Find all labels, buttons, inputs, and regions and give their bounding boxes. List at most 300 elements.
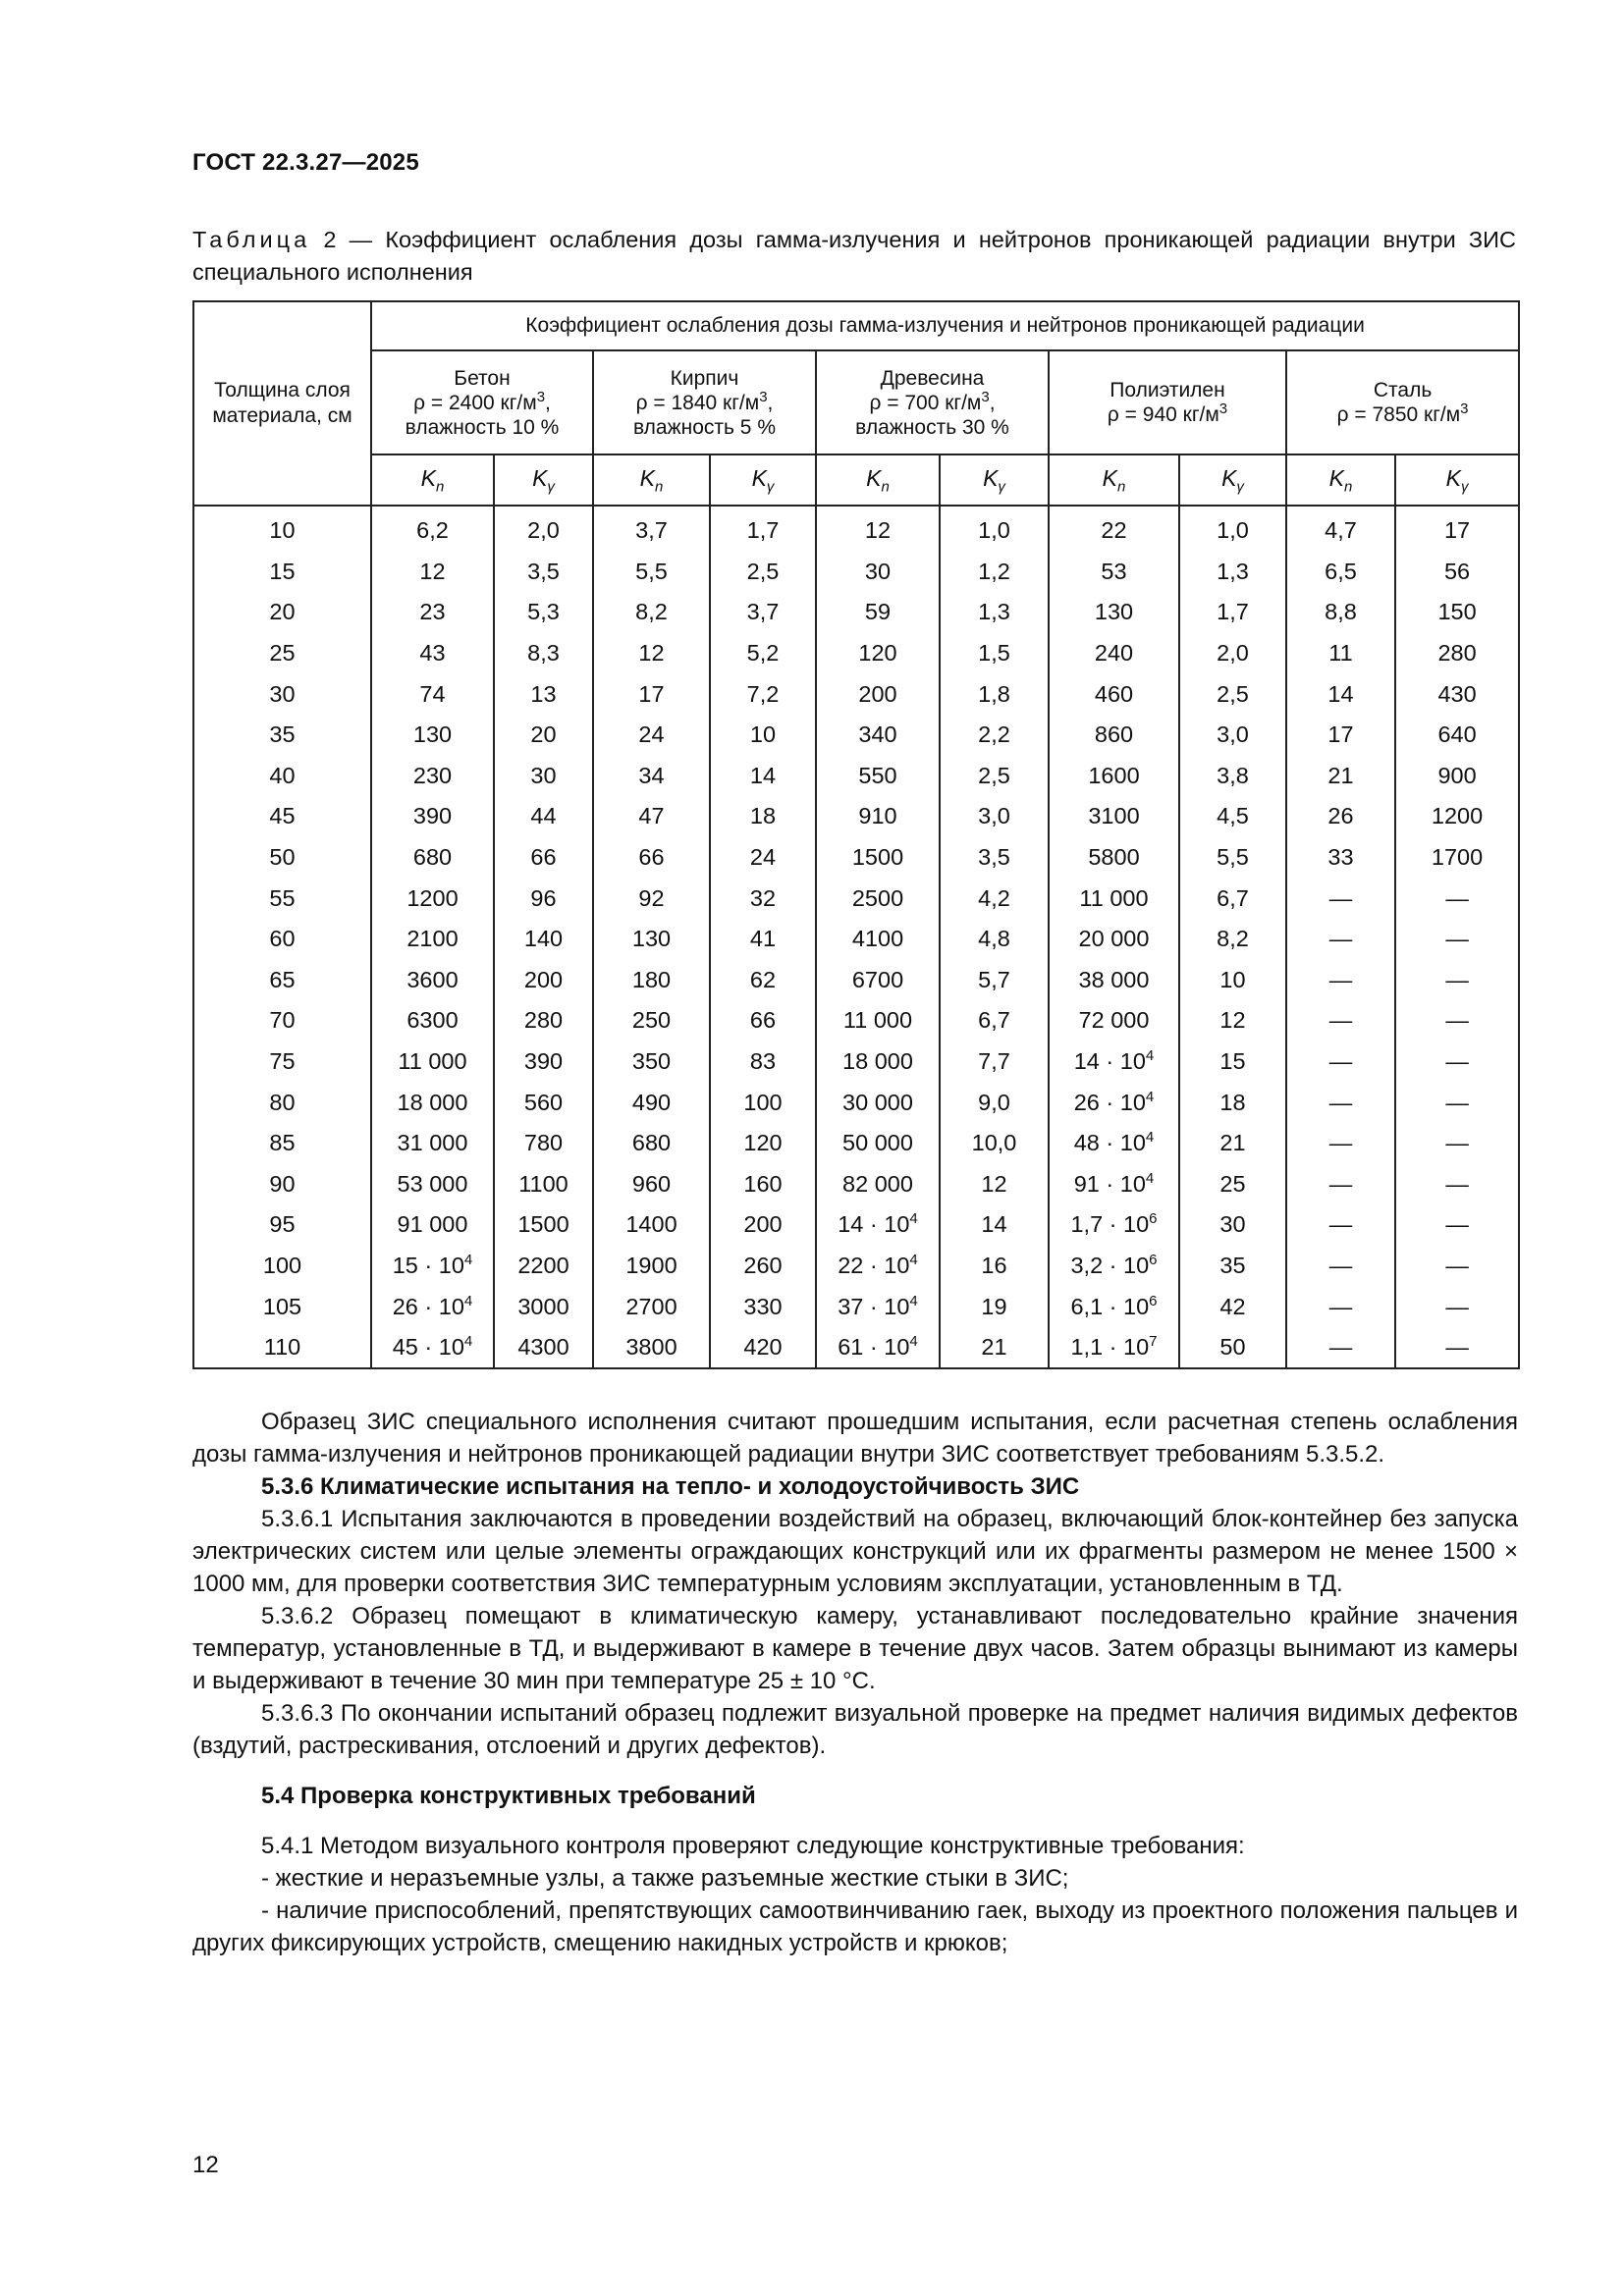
thickness-cell: 20 [193,592,371,633]
table-cell: 3000 [494,1286,593,1327]
table-cell: 230 [371,756,494,797]
table-cell: 1,3 [1179,552,1286,593]
table-row [193,1000,1519,1041]
thickness-cell: 90 [193,1164,371,1205]
table-cell: — [1395,960,1519,1001]
material-density-value: ρ = 2400 кг/м [413,391,537,414]
table-cell: 910 [816,796,940,837]
table-cell: 180 [593,960,710,1001]
material-humidity: влажность 10 % [405,415,560,439]
table-cell: 560 [494,1082,593,1123]
group-header: Коэффициент ослабления дозы гамма-излучения и нейтронов проникающей радиации [371,301,1519,350]
table-cell: 390 [371,796,494,837]
table-cell: 30 [816,552,940,593]
table-cell: $3,2 \cdot 10^6$ [1049,1246,1179,1287]
table-cell: 1400 [593,1204,710,1246]
table-cell: 11 000 [1049,878,1179,919]
table-cell: — [1395,919,1519,960]
table-cell: — [1395,1082,1519,1123]
table-cell: 21 [1286,756,1395,797]
table-cell: 200 [494,960,593,1001]
coefficient-symbol: K [866,464,882,491]
table-cell: 120 [816,633,940,674]
table-cell: $22 \cdot 10^4$ [816,1246,940,1287]
table-cell: 3100 [1049,796,1179,837]
table-row [193,1246,1519,1287]
table-cell: 21 [1179,1123,1286,1164]
table-cell: 18 000 [816,1041,940,1083]
table-cell: 680 [371,837,494,879]
list-item: - жесткие и неразъемные узлы, а также разъемные жесткие стыки в ЗИС; [261,1865,1069,1892]
thickness-cell: 35 [193,715,371,756]
table-cell: 1,5 [940,633,1049,674]
kn-header [371,454,494,506]
table-cell: 14 [710,756,816,797]
table-cell: 490 [593,1082,710,1123]
material-density-value: ρ = 7850 кг/м [1336,403,1461,426]
table-cell: 6,5 [1286,552,1395,593]
table-caption-label: Таблица [192,227,311,252]
kgamma-header [1179,454,1286,506]
table-caption [192,224,1516,289]
table-cell: 41 [710,919,816,960]
table-cell: 7,7 [940,1041,1049,1083]
table-row [193,506,1519,552]
table-cell: 780 [494,1123,593,1164]
table-cell: 30 [1179,1204,1286,1246]
table-cell: 1,2 [940,552,1049,593]
table-cell: 10,0 [940,1123,1049,1164]
table-cell: 4300 [494,1327,593,1369]
table-cell: 12 [371,552,494,593]
table-cell: 1200 [371,878,494,919]
table-cell: 17 [1286,715,1395,756]
thickness-cell: 65 [193,960,371,1001]
material-name: Бетон [454,366,511,390]
table-row [193,1123,1519,1164]
table-cell: — [1286,1164,1395,1205]
body-text [192,1406,1518,1959]
table-cell: 3800 [593,1327,710,1369]
table-cell: 2,5 [940,756,1049,797]
table-cell: 23 [371,592,494,633]
paragraph-5-3-6-1: 5.3.6.1 Испытания заключаются в проведении воздействий на образец, включающий блок-контейнер без запуска электрических систем или целые элементы ограждающих конструкций или их фрагменты размером не менее 1500 × 1000 мм, для проверки соответствия ЗИС температурным условиям эксплуатации, установленным в ТД. [192,1506,1518,1597]
coefficient-symbol: K [639,464,655,491]
table-cell: 860 [1049,715,1179,756]
table-cell: 12 [593,633,710,674]
table-cell: 900 [1395,756,1519,797]
table-cell: 9,0 [940,1082,1049,1123]
table-cell: 31 000 [371,1123,494,1164]
unit-superscript: 3 [536,388,546,405]
thickness-cell: 60 [193,919,371,960]
table-cell: $26 \cdot 10^4$ [371,1286,494,1327]
thickness-cell: 85 [193,1123,371,1164]
thickness-cell: 30 [193,673,371,715]
table-cell: 6700 [816,960,940,1001]
paragraph-5-3-6-3: 5.3.6.3 По окончании испытаний образец подлежит визуальной проверке на предмет наличия видимых дефектов (вздутий, растрескивания, отслоений и других дефектов). [192,1700,1518,1759]
table-cell: 390 [494,1041,593,1083]
material-name: Древесина [880,366,985,390]
coefficient-symbol: K [751,464,767,491]
kn-header [1286,454,1395,506]
table-cell: 20 000 [1049,919,1179,960]
table-cell: 18 000 [371,1082,494,1123]
table-cell: 66 [494,837,593,879]
material-name: Сталь [1373,379,1433,401]
table-cell: 8,3 [494,633,593,674]
table-row [193,673,1519,715]
table-cell: 24 [593,715,710,756]
table-cell: 8,8 [1286,592,1395,633]
table-cell: 5,2 [710,633,816,674]
table-cell: — [1286,1327,1395,1369]
material-density [1050,402,1285,427]
table-cell: 6,7 [940,1000,1049,1041]
thickness-cell: 25 [193,633,371,674]
table-cell: 250 [593,1000,710,1041]
table-cell: 2100 [371,919,494,960]
table-cell: 4,2 [940,878,1049,919]
table-cell: 17 [593,673,710,715]
paragraph-after-table: Образец ЗИС специального исполнения считают прошедшим испытания, если расчетная степень ослабления дозы гамма-излучения и нейтронов проникающей радиации внутри ЗИС соответствует требованиям 5.3.5.2. [192,1409,1518,1468]
table-cell: 74 [371,673,494,715]
thickness-cell: 40 [193,756,371,797]
thickness-cell: 80 [193,1082,371,1123]
coefficient-index: n [881,478,890,496]
table-cell: — [1286,878,1395,919]
thickness-cell: 15 [193,552,371,593]
thickness-cell: 10 [193,506,371,552]
table-cell: 1200 [1395,796,1519,837]
table-cell: 3,5 [494,552,593,593]
table-cell: 19 [940,1286,1049,1327]
thickness-cell: 55 [193,878,371,919]
table-cell: 100 [710,1082,816,1123]
table-cell: 280 [494,1000,593,1041]
table-cell: 1,8 [940,673,1049,715]
table-cell: 50 [1179,1327,1286,1369]
table-cell: — [1395,1286,1519,1327]
kn-header [1049,454,1179,506]
table-cell: 5,7 [940,960,1049,1001]
table-cell: 200 [816,673,940,715]
table-cell: 12 [1179,1000,1286,1041]
coefficient-index: n [1344,478,1353,496]
table-cell: 14 [940,1204,1049,1246]
table-cell: 34 [593,756,710,797]
table-cell: 18 [710,796,816,837]
material-header [1286,350,1519,454]
table-cell: 4100 [816,919,940,960]
table-cell: 18 [1179,1082,1286,1123]
table-cell: 6300 [371,1000,494,1041]
table-cell: 38 000 [1049,960,1179,1001]
material-density: ρ = 2400 $кг/м^3$, [413,388,551,414]
table-cell: 66 [710,1000,816,1041]
table-row [193,1204,1519,1246]
table-row [193,1041,1519,1083]
table-cell: 3,7 [593,506,710,552]
page-number: 12 [192,2152,219,2178]
coefficient-symbol: K [1328,464,1344,491]
table-cell: 6,2 [371,506,494,552]
table-cell: 150 [1395,592,1519,633]
table-cell: 42 [1179,1286,1286,1327]
table-cell: 53 000 [371,1164,494,1205]
material-header [371,350,593,454]
table-cell: 91 000 [371,1204,494,1246]
table-caption-text: 2 — Коэффициент ослабления дозы гамма-излучения и нейтронов проникающей радиации внутри ЗИС специального исполнения [192,227,1516,285]
table-cell: 35 [1179,1246,1286,1287]
table-row [193,592,1519,633]
table-cell: 5,5 [593,552,710,593]
table-cell: 30 [494,756,593,797]
table-cell: 5,5 [1179,837,1286,879]
table-cell: $48 \cdot 10^4$ [1049,1123,1179,1164]
table-cell: 420 [710,1327,816,1369]
table-cell: 130 [371,715,494,756]
table-cell: 340 [816,715,940,756]
table-cell: 280 [1395,633,1519,674]
table-cell: 2700 [593,1286,710,1327]
table-cell: — [1286,1000,1395,1041]
table-cell: — [1286,1246,1395,1287]
unit-superscript: 3 [1460,400,1469,417]
material-header [593,350,816,454]
table-cell: 3600 [371,960,494,1001]
table-cell: 2,0 [1179,633,1286,674]
table-cell: 550 [816,756,940,797]
table-cell: 53 [1049,552,1179,593]
table-cell: $14 \cdot 10^4$ [1049,1041,1179,1083]
coefficient-index: γ [1460,478,1469,496]
kgamma-header [710,454,816,506]
table-cell: 6,7 [1179,878,1286,919]
material-density-value: ρ = 700 кг/м [869,391,982,414]
table-cell: 15 [1179,1041,1286,1083]
coefficient-symbol: K [1445,464,1461,491]
table-cell: 2500 [816,878,940,919]
material-name: Кирпич [670,366,739,390]
table-cell: $91 \cdot 10^4$ [1049,1164,1179,1205]
table-cell: 56 [1395,552,1519,593]
table-row [193,960,1519,1001]
material-humidity: влажность 5 % [632,415,776,439]
table-cell: — [1395,1246,1519,1287]
table-cell: 11 000 [816,1000,940,1041]
thickness-cell: 50 [193,837,371,879]
table-cell: 16 [940,1246,1049,1287]
thickness-header: Толщина слоя материала, см [193,301,371,506]
table-cell: 82 000 [816,1164,940,1205]
table-row [193,919,1519,960]
table-cell: 680 [593,1123,710,1164]
coefficient-index: n [1117,478,1126,496]
coefficient-symbol: K [420,464,436,491]
table-row [193,837,1519,879]
table-cell: — [1286,1286,1395,1327]
table-cell: 26 [1286,796,1395,837]
table-cell: 59 [816,592,940,633]
table-cell: 25 [1179,1164,1286,1205]
table-cell: 1,7 [1179,592,1286,633]
table-cell: $61 \cdot 10^4$ [816,1327,940,1369]
table-cell: — [1286,1204,1395,1246]
table-cell: 3,0 [940,796,1049,837]
table-cell: 960 [593,1164,710,1205]
table-cell: 640 [1395,715,1519,756]
material-name: Полиэтилен [1110,379,1225,401]
table-cell: $6,1 \cdot 10^6$ [1049,1286,1179,1327]
table-cell: 72 000 [1049,1000,1179,1041]
table-cell: 47 [593,796,710,837]
table-cell: — [1286,1041,1395,1083]
thickness-cell: 45 [193,796,371,837]
unit-superscript: 3 [1218,400,1228,417]
table-row [193,1082,1519,1123]
table-cell: 7,2 [710,673,816,715]
table-cell: — [1395,1000,1519,1041]
unit-superscript: 3 [759,388,768,405]
table-cell: 1600 [1049,756,1179,797]
table-cell: 13 [494,673,593,715]
table-cell: — [1395,1123,1519,1164]
kn-header [816,454,940,506]
table-cell: 4,8 [940,919,1049,960]
table-cell: — [1395,878,1519,919]
coefficient-symbol: K [983,464,999,491]
table-cell: 3,8 [1179,756,1286,797]
table-cell: 44 [494,796,593,837]
table-cell: 1100 [494,1164,593,1205]
table-cell: 120 [710,1123,816,1164]
table-cell: $1,1 \cdot 10^7$ [1049,1327,1179,1369]
attenuation-table [192,300,1520,1369]
table-cell: 4,7 [1286,506,1395,552]
table-cell: $14 \cdot 10^4$ [816,1204,940,1246]
table-cell: 12 [816,506,940,552]
table-cell: 17 [1395,506,1519,552]
table-cell: 83 [710,1041,816,1083]
material-density-value: ρ = 1840 кг/м [635,391,760,414]
coefficient-index: γ [1236,478,1244,496]
kgamma-header [494,454,593,506]
table-row [193,1164,1519,1205]
material-density: ρ = 700 $кг/м^3$, [869,388,996,414]
document-code: ГОСТ 22.3.27—2025 [192,149,419,176]
table-cell: 160 [710,1164,816,1205]
coefficient-index: γ [998,478,1005,496]
table-cell: 1500 [494,1204,593,1246]
table-cell: 2,2 [940,715,1049,756]
material-humidity: влажность 30 % [855,415,1009,439]
table-cell: 10 [1179,960,1286,1001]
table-cell: 260 [710,1246,816,1287]
table-cell: $15 \cdot 10^4$ [371,1246,494,1287]
coefficient-symbol: K [1221,464,1237,491]
table-cell: 10 [710,715,816,756]
thickness-cell: 105 [193,1286,371,1327]
coefficient-index: n [436,478,445,496]
table-cell: $45 \cdot 10^4$ [371,1327,494,1369]
table-cell: 3,7 [710,592,816,633]
coefficient-index: n [655,478,664,496]
table-cell: 2,5 [710,552,816,593]
material-header [816,350,1049,454]
table-cell: — [1286,919,1395,960]
table-row [193,756,1519,797]
coefficient-symbol: K [1102,464,1117,491]
table-cell: 350 [593,1041,710,1083]
table-cell: 330 [710,1286,816,1327]
table-cell: 1,7 [710,506,816,552]
section-heading-5-4: 5.4 Проверка конструктивных требований [261,1783,756,1809]
thickness-cell: 70 [193,1000,371,1041]
material-density: ρ = 1840 $кг/м^3$, [635,388,774,414]
table-cell: 24 [710,837,816,879]
paragraph-5-4-1: 5.4.1 Методом визуального контроля проверяют следующие конструктивные требования: [261,1833,1245,1859]
table-cell: 2,0 [494,506,593,552]
table-cell: 430 [1395,673,1519,715]
coefficient-index: γ [547,478,555,496]
table-cell: 3,0 [1179,715,1286,756]
table-cell: — [1286,1082,1395,1123]
table-cell: 92 [593,878,710,919]
table-row [193,1286,1519,1327]
table-cell: 240 [1049,633,1179,674]
table-cell: 5,3 [494,592,593,633]
table-row [193,796,1519,837]
table-cell: 5800 [1049,837,1179,879]
table-cell: 1,3 [940,592,1049,633]
table-row [193,878,1519,919]
table-cell: 1,0 [1179,506,1286,552]
table-cell: 32 [710,878,816,919]
table-cell: — [1395,1164,1519,1205]
table-cell: 4,5 [1179,796,1286,837]
table-cell: 12 [940,1164,1049,1205]
table-row [193,1327,1519,1369]
table-cell: 3,5 [940,837,1049,879]
table-cell: — [1395,1327,1519,1369]
table-cell: 460 [1049,673,1179,715]
material-header [1049,350,1286,454]
table-cell: — [1395,1204,1519,1246]
table-cell: 62 [710,960,816,1001]
table-cell: 33 [1286,837,1395,879]
material-density [1287,402,1518,427]
paragraph-5-3-6-2: 5.3.6.2 Образец помещают в климатическую камеру, устанавливают последовательно крайние значения температур, установленные в ТД, и выдерживают в камере в течение двух часов. Затем образцы вынимают из камеры и выдерживают в течение 30 мин при температуре 25 ± 10 °С. [192,1603,1518,1694]
table-cell: 11 000 [371,1041,494,1083]
table-cell: — [1395,1041,1519,1083]
table-cell: 1,0 [940,506,1049,552]
table-cell: 8,2 [593,592,710,633]
table-cell: 96 [494,878,593,919]
table-cell: 130 [593,919,710,960]
kgamma-header [1395,454,1519,506]
table-cell: 43 [371,633,494,674]
material-density-value: ρ = 940 кг/м [1107,403,1219,426]
table-row [193,552,1519,593]
table-cell: 1500 [816,837,940,879]
table-cell: 140 [494,919,593,960]
table-cell: $26 \cdot 10^4$ [1049,1082,1179,1123]
table-cell: $37 \cdot 10^4$ [816,1286,940,1327]
thickness-cell: 75 [193,1041,371,1083]
table-cell: 20 [494,715,593,756]
table-row [193,633,1519,674]
